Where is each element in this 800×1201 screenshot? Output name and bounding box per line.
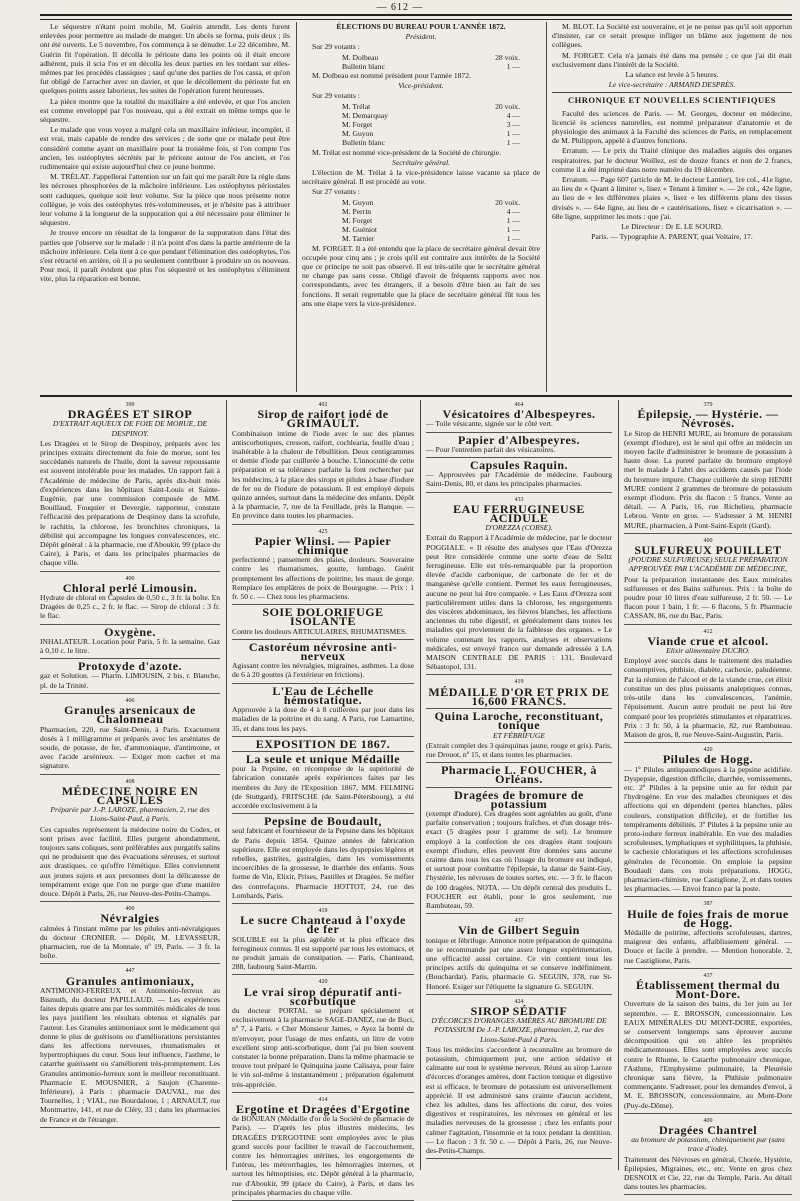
secretary-label: Secrétaire général.: [392, 157, 450, 167]
ads-column-2: [232, 400, 414, 1197]
vote-row: [302, 138, 540, 147]
ad-title: Établissement thermal du Mont-Dore.: [636, 977, 780, 1002]
ad-subtitle: ET FÉBRIFUGE: [493, 730, 545, 740]
ad-number: 433: [514, 496, 524, 503]
paragraph: Faculté des sciences de Paris. — M. Georges, docteur en médecine, licencié ès sciences naturelles, est nommé préparateur d'anatomie et de physiologie des animaux à la Faculté des sciences de Paris, en remplacement de M. Philippon, appelé à d'autres fonctions.: [552, 108, 792, 146]
advertisement: [232, 683, 414, 737]
column-divider: [296, 22, 297, 392]
ad-text: perfectionné ; pansement des plaies, douleurs. Souveraine contre les rhumatismes, goutte, lumbago. Guérit promptement les affections de poitrine, les maux de gorge. Remplace les emplâtres de poix de Bourgogne. — Prix : 1 fr. 50 c. — Chez tous les pharmaciens.: [232, 555, 414, 602]
ad-text: (exempt d'iodure). Ces dragées sont agréables au goût, d'une parfaite conservation ; toujours fraîches, et d'un dosage très-exact (5 dragées pour 1 gramme de sel). Le bromure employé à la confection de ces dragées étant toujours exempt d'iodure, elles peuvent être données sans aucune crainte dans tous les cas où l'usage du bromure est indiqué, et surtout pour combattre l'épilepsie, la danse de Saint-Guy, l'hystérie, les névroses de toutes sortes, etc. — 3 fr. le flacon de 100 dragées. NOTA. — Un dépôt central des produits L. FOUCHER est établi, pour le gros seulement, rue Rambuteau, 59.: [426, 808, 612, 910]
ad-subtitle: Elixir alimentaire DUCRO.: [666, 646, 750, 656]
ad-title: Le vrai sirop dépuratif anti-scorbutique: [243, 984, 403, 1008]
column-divider: [420, 400, 421, 1170]
vote-name: M. Demarquay: [342, 110, 388, 120]
ad-number: 400: [125, 906, 135, 913]
advertisement: [40, 696, 220, 775]
votants-line: Sur 27 votants :: [312, 187, 360, 197]
vote-count: 4 —: [506, 110, 520, 120]
vote-count: 20 voix.: [495, 197, 520, 207]
ad-title: EXPOSITION DE 1867.: [255, 736, 391, 751]
ad-subtitle: Préparée par J.-P. LAROZE, pharmacien, 2, rue des Lions-Saint-Paul, à Paris.: [50, 805, 210, 824]
advertisement: [232, 607, 414, 640]
vote-name: M. Guyon: [342, 197, 374, 207]
vote-row: [302, 129, 540, 138]
ad-title: Granules antimoniaux,: [65, 973, 195, 988]
advertisement: [624, 1116, 792, 1196]
ad-title: L'Eau de Léchelle hémostatique.: [272, 683, 374, 707]
paragraph: M. TRÉLAT. J'appellerai l'attention sur un fait qui me paraît être la règle dans les nécroses phosphorées de la mâchoire inférieure. Les ostéophytes périostales sont caduques, quelque soit leur volume. Sur la pièce que nous présente notre collègue, je vois des ostéophytes très-volumineuses, et je n'hésite pas à attribuer leur volume à la longueur de la suppuration qui a été nécessaire pour éliminer le séquestre.: [40, 172, 290, 228]
ad-title: Papier Wlinsi. — Papier chimique: [254, 533, 392, 558]
ad-text: — 1º Pilules antispasmodiques à la pepsine acidifiée. Dyspepsie, digestion difficile, diarrhée, vomissements, etc. 2º Pilules à la pepsine unie au fer réduit par l'hydrogène. En vue des maladies chroniques et des affections qui en dépendent (pertes blanches, pâles couleurs, constipation difficile), et de fortifier les tempéraments débilités. 3º Pilules à la pepsine unie au proto-iodure ferreux inaltérable. En vue des maladies scrofuleuses, lymphatiques et syphilitiques, la phthisie, le cachexie chloratiques et les affections scrofuleuses générales de l'économie. On emploie la pepsine Boudault dans ces trois préparations. HOGG, pharmacien-chimiste, rue Castiglione, 2, et dans toutes les pharmacies. — Envoi franco par la poste.: [624, 764, 792, 894]
ads-column-1: [40, 400, 220, 1170]
ad-subtitle: D'EXTRAIT AQUEUX DE FOIE DE MORUE, DE DESPINOY.: [52, 419, 208, 438]
advertisement: [426, 495, 612, 676]
advertisement: [232, 736, 414, 752]
advertisement: [426, 765, 612, 787]
vote-count: 28 voix.: [495, 52, 520, 62]
advertisement: [624, 400, 792, 534]
votants-line: Sur 29 votants :: [312, 91, 360, 101]
ad-title: Chloral perlé Limousin.: [62, 580, 198, 595]
ad-title: Névralgies: [100, 911, 160, 926]
advertisement: [40, 400, 220, 572]
vote-name: M. Forget: [342, 216, 373, 226]
page-number: — 612 —: [376, 2, 424, 13]
column-divider: [546, 22, 547, 392]
ad-subtitle: au bromure de potassium, chimiquement pur (sans trace d'iode).: [631, 1135, 785, 1154]
section-divider: [40, 395, 792, 397]
ad-number: 420: [318, 979, 328, 986]
ad-number: 400: [703, 537, 713, 544]
ad-title: SOIE DOLORIFUGE ISOLANTE: [262, 605, 384, 629]
ad-number: 400: [125, 575, 135, 582]
ad-number: 419: [514, 679, 524, 686]
paragraph: Je trouve encore un résultat de la longueur de la suppuration dans l'état des parties que j'observe sur le malade : il n'a point d'os dans la partie antérieure de la mâchoire inférieure. Cela tient à ce que pendant l'élimination des ostéophytes, l'os s'est rétracté en arrière, où il a pu seulement contribuer à produire un os nouveau. Pour moi, il paraît évident que plus l'os séquestré et les ostéophytes s'éliminent vite, plus la réparation est bonne.: [40, 228, 290, 284]
vote-row: [302, 53, 540, 62]
ad-title: Castoréum névrosine anti-nerveux: [248, 639, 398, 664]
ad-text: gaz et Solution. — Pharm. LIMOUSIN, 2 bis, r. Blanche, pl. de la Trinité.: [40, 671, 220, 690]
column-3-chronique: [552, 22, 792, 392]
vote-name: Bulletin blanc: [342, 61, 385, 71]
advertisement: [232, 906, 414, 975]
paragraph: La pièce montre que la totalité du maxillaire a été enlevée, et que l'os ancien est comme enveloppé par l'os nouveau, qui a été extrait en même temps que le séquestre.: [40, 96, 290, 125]
vote-count: 1 —: [506, 225, 520, 235]
advertisement: [40, 574, 220, 625]
vote-row: [302, 207, 540, 216]
ad-text: — Approuvées par l'Académie de médecine. Faubourg Saint-Denis, 80, et dans les principales pharmacies.: [426, 470, 612, 489]
advertisement: [232, 977, 414, 1092]
ad-title: La seule et unique Médaille: [245, 751, 401, 766]
ad-text: Combinaison intime de l'iode avec le suc des plantes antiscorbutiques, cresson, raifort, cochlearia, feuille d'eau ; inaltérable à la chaleur de l'ébullition. Deux centigrammes et demie d'iode par cuillerée à bouche. L'innocuité de cette préparation et sa tolérance parfaite la font rechercher par les médecins, à la place des sirops et pilules à base d'iodure de fer ou de l'iodure de potassium. Il est employé depuis quinze années, surtout dans la médecine des enfants. Dépôt à la pharmacie, 7, rue de la Feuillade, près la Banque. — En province dans toutes les pharmacies.: [232, 428, 414, 521]
ad-text: de BONJEAN (Médaille d'or de la Société de pharmacie de Paris). — D'après les plus illustres médecins, les DRAGÉES D'ERGOTINE sont employées avec le plus grand succès pour faciliter le travail de l'accouchement, contre les hémorragies utérines, les engorgements de l'utérus, les métrorrhagies, les hémorragies internes, et surtout les hémoptisies, etc. Dépôt général à la pharmacie, rue d'Aboukir, 99 (place du Caire), à Paris, et dans les principales pharmacies du chaque ville.: [232, 1114, 414, 1197]
ad-title: Huile de foies frais de morue de Hogg.: [627, 906, 789, 930]
ad-title: Viande crue et alcool.: [647, 633, 769, 648]
vote-count: 4 —: [506, 206, 520, 216]
ad-number: 419: [318, 907, 328, 914]
column-divider: [618, 400, 619, 1170]
votants-line: Sur 29 votants :: [312, 42, 360, 52]
election-result: M. Dolbeau est nommé président pour l'année 1872.: [312, 71, 471, 81]
ad-text: Les Dragées et le Sirop de Despinoy, préparés avec les principes extraits directement du foie de morue, sont les succédanés naturels de l'huile, dont la saveur repoussante est souvent intolérable pour les malades. Un rapport fait à l'Académie de médecine de Paris, après dix-huit mois d'expériences dans les hôpitaux Saint-Louis et Sainte-Eugénie, par une commission composée de MM. Bouillaud, Fouquier et Devergie, rapporteur, constate l'efficacité des préparations de Despinoy dans la scrofule, le rachitis, la chlorose, les bronchites chroniques, la débilité qui accompagne les longues convalescences, etc. Dépôt général : à la pharmacie, rue d'Aboukir, 99 (place du Caire), à Paris, et dans les principales pharmacies de chaque ville.: [40, 438, 220, 568]
advertisement: [40, 624, 220, 660]
ad-number: 412: [703, 628, 713, 635]
ad-number: 437: [514, 918, 524, 925]
advertisement: [426, 787, 612, 915]
advertisement: [624, 971, 792, 1114]
paragraph: Le malade que vous voyez a malgré cela un maxillaire inférieur, incomplet, il est vrai, mais capable de rendre des services ; de sorte que ce malade peut être considéré comme ayant un maxillaire pour la troisième fois, si l'on compte l'os ancien, les ostéophytes sécrétés par le périoste autour de l'os ancien, et l'os rudimentaire qui existe aujourd'hui chez ce jeune homme.: [40, 125, 290, 172]
vote-count: 20 voix.: [495, 101, 520, 111]
advertisement: [426, 432, 612, 458]
ad-title: EAU FERRUGINEUSE ACIDULE: [453, 501, 585, 526]
ad-number: 425: [318, 528, 328, 535]
header-rule: [40, 14, 792, 20]
vote-name: M. Trélat: [342, 101, 371, 111]
ad-title: Protoxyde d'azote.: [77, 659, 183, 674]
ad-text: tonique et fébrifuge. Annonce notre préparation de quinquina ne se recommande par une assez longue expérimentation, une efficacité aussi certaine. Ce vin contient tous les principes actifs du quinquina et se conserve indéfiniment. (Bouchardat). Paris, pharmacie G. SEGUIN, 378, rue St-Honoré. Exiger sur l'étiquette la signature G. SEGUIN.: [426, 935, 612, 991]
advertisement: [624, 745, 792, 897]
advertisement: [426, 460, 612, 493]
ad-title: Pharmacie L. FOUCHER, à Orléans.: [441, 763, 597, 787]
ad-title: Pepsine de Boudault,: [264, 814, 382, 829]
ad-text: Le Sirop de HENRI MURE, au bromure de potassium (exempt d'iodure), est le seul qui offre au médecin un moyen facile d'administrer le bromure de potassium à haute dose. La pureté parfaite du bromure employé met le malade à l'abri des accidents causés par l'iode du bromure impure. Chaque cuillerée de sirop HENRI MURE contient 2 grammes de bromure de potassium exempt d'iodure. Prix du flacon : 5 francs. Vente au détail. — A Paris, 16, rue Richelieu, pharmacie Lebrou. Vente en gros. — S'adresser à M. HENRI MURE, pharmacien, à Pont-Saint-Esprit (Gard).: [624, 428, 792, 530]
ad-title: Épilepsie. — Hystérie. — Névroses.: [637, 407, 779, 431]
ad-text: calmées à l'instant même par les pilules anti-névralgiques du docteur CRONIER. — Dépôt, M. LEVASSEUR, pharmacien, rue de la Monnaie, nº 19, Paris. — 3 fr. la boîte.: [40, 923, 220, 961]
advertisement: [232, 527, 414, 606]
vote-row: [302, 62, 540, 71]
advertisement: [232, 816, 414, 904]
ad-number: 402: [318, 402, 328, 408]
vice-president-label: Vice-président.: [398, 81, 444, 91]
advertisement: [40, 966, 220, 1127]
president-label: Président.: [405, 32, 437, 42]
vote-name: Bulletin blanc: [342, 138, 385, 148]
ad-text: Pour la préparation instantanée des Eaux minérales sulfureuses et des Bains sulfureux. Prix : la boîte de poudre pour 10 litres d'eau sulfureuse, 2 fr. 50. — Le flacon pour 1 bain, 1 fr. — 6 flacons, 5 fr. Pharmacie CASSAN, 86, rue du Bac, Paris.: [624, 574, 792, 621]
ad-text: — Toile vésicante, signée sur le côté vert.: [426, 419, 553, 429]
advertisement: [232, 400, 414, 525]
ad-text: Extrait du Rapport à l'Académie de médecine, par le docteur POGGIALE. « Il résulte des analyses que l'Eau d'Orezza peut être considérée comme une sorte d'eau de Seltz ferrugineuse. Elle est très-remarquable par la proportion élevée d'acide carbonique, de carbonate de fer et de manganèse qu'elle contient. Permet les eaux ferrugineuses, aucune ne peut lui être comparée. « Les Eaux d'Orezza sont particulièrement utiles dans la chlorose, les engorgements des viscères abdominaux, les fièvres blanches, les affections anciennes du tube digestif, et généralement dans toutes les maladies qui proviennent de la faiblesse des organes. » Le volume contenant les rapports, analyses et observations médicales, est envoyé franco sur demande adressée à LA MAISON CENTRALE DE PARIS : 131, Boulevard Sébastopol, 131.: [426, 533, 612, 672]
vote-name: M. Tarnier: [342, 234, 375, 244]
column-2-elections: [302, 22, 540, 392]
advertisement: [40, 661, 220, 694]
paragraph: Le séquestre n'étant point mobile, M. Guérin attendit. Les dents furent enlevées pour permettre au malade de manger. Un abcès se forma, puis deux ; ils ont été ouverts. Le 5 novembre, l'os commença à se dénuder. Le 22 décembre, M. Guérin fit l'opération. Il décolla le périoste dans les points où il était encore adhérent, puis il scia l'os et en décolla les deux parties en les tordant sur elles-mêmes par les procédés classiques ; sauf qu'une des parties de l'os cassa, et qu'on fut obligé de l'arracher avec un davier, et que le décollement du périoste fut en quelques points assez laborieux, les suites de l'opération furent heureuses.: [40, 22, 290, 96]
ad-number: 387: [703, 901, 713, 908]
advertisement: [426, 400, 612, 433]
secretary-signature: Le vice-secrétaire : ARMAND DESPRÈS.: [608, 80, 736, 90]
advertisement: [624, 536, 792, 625]
paragraph: M. FORGET. Cela n'a jamais été dans ma pensée ; ce que j'ai dit était exclusivement dans l'intérêt de la Société.: [552, 50, 792, 69]
advertisement: [232, 1095, 414, 1201]
seance-closed: La séance est levée à 5 heures.: [625, 70, 719, 80]
elections-heading: ÉLECTIONS DU BUREAU POUR L'ANNÉE 1872.: [336, 22, 506, 31]
ad-text: — Pour l'entretien parfait des vésicatoires.: [426, 444, 556, 454]
ad-number: 400: [703, 1117, 713, 1124]
advertisement: [426, 997, 612, 1159]
chronique-title: CHRONIQUE ET NOUVELLES SCIENTIFIQUES: [568, 95, 776, 106]
ad-text: ANTIMONIO-FERREUX et Antimonio-ferreux au Bismuth, du docteur PAPILLAUD. — Les expériences faites depuis quatre ans par les sommités médicales de tous les pays justifient les résultats obtenus et signalés par l'auteur. Les Granules antimoniaux sont le médicament qui donne le plus de guérisons ou d'améliorations persistantes dans les affections nerveuses, rhumatismales et hypertrophiques du cœur. Sous leur influence, l'asthme, le catarrhe guérissent ou s'améliorent très-promptement. Les Granules antimonio-ferreux sont le meilleur reconstituant. Pharmacie E. MOUSNIER, à Saujon (Charente-Inférieure), à Paris : pharmacie DAUVAL, rue des Tournelles, 1 ; VIAL, rue Bourdaloue, 1 ; ARNAULT, rue Montmartre, 141, et rue de Cléry, 33 ; dans les pharmacies de France et de l'étranger.: [40, 985, 220, 1124]
vote-row: [302, 216, 540, 225]
advertisement: [232, 751, 414, 814]
ad-title: MÉDAILLE D'OR ET PRIX DE 16,600 FRANCS.: [428, 684, 610, 708]
vote-row: [302, 225, 540, 234]
advertisement: [624, 627, 792, 743]
ads-column-4: [624, 400, 792, 1192]
ad-text: (Extrait complet des 3 quinquinas jaune, rouge et gris). Paris, rue Drouot, nº 15, et dans toutes les pharmacies.: [426, 740, 613, 759]
ad-text: Employé avec succès dans le traitement des maladies consomptives, phthisie, diabète, cachexie, paludéenne. Par la réunion de l'alcool et de la viande crue, cet élixir constitue un des plus puissants analeptiques connus, très-utile dans les convalescences, l'anémie, l'épuisement. Aucun autre produit ne peut lui être comparé pour les propriétés stimulantes et réparatrices. Prix : 3 fr. 50, à la pharmacie, 82, rue Rambuteau. Maison de gros, 8, rue Neuve-Saint-Augustin, Paris.: [624, 656, 792, 739]
vote-row: [302, 102, 540, 111]
vote-count: 1 —: [506, 216, 520, 226]
vote-name: M. Forget: [342, 120, 373, 130]
vote-count: 1 —: [506, 61, 520, 71]
ad-title: Granules arsenicaux de Chalonneau: [64, 703, 196, 727]
advertisement: [232, 639, 414, 684]
ad-number: 406: [125, 697, 135, 704]
advertisement: [426, 711, 612, 763]
ad-title: Ergotine et Dragées d'Ergotine: [236, 1102, 410, 1117]
ad-text: Ouverture de la saison des bains, du 1er juin au 1er septembre. — E. BROSSON, concessionnaire. Les EAUX MINÉRALES DU MONT-DORE, exportées, se conservent longtemps sans éprouver aucune décomposition qui en altère les propriétés médicamenteuses. Elles sont employées avec succès contre le Rhume, le Catarrhe pulmonaire chronique, l'Asthme, l'Emphysème pulmonaire, la Pleurésie chronique sans fièvre, la Phthisie pulmonaire commençante. S'adresser, pour les demandes d'envoi, à M. E. BROSSON, concessionnaire, au Mont-Dore (Puy-de-Dôme).: [624, 999, 792, 1110]
ad-title: Sirop de raifort iodé de GRIMAULT.: [257, 407, 389, 431]
ad-title: Le sucre Chanteaud à l'oxyde de fer: [240, 913, 406, 937]
ad-title: SIROP SÉDATIF: [470, 1003, 568, 1018]
column-1-text: [40, 22, 290, 392]
vote-name: M. Perrin: [342, 206, 372, 216]
ad-title: Papier d'Albespeyres.: [457, 432, 581, 447]
advertisement: [40, 904, 220, 964]
ad-title: SULFUREUX POUILLET: [634, 543, 782, 558]
ad-text: Ces capsules représentent la médecine noire du Codex, et sont prises avec facilité. Elles purgent abondamment, toujours sans coliques, sont préférables aux purgatifs salins qui ne produisent que des évacuations séreuses, et surtout aux drastiques, ce qu'offre l'émétique. Elles conviennent aux jeunes sujets et aux personnes dont la délicatesse de tempérament exige que l'on ne purge que d'une manière douce. Dépôt à Paris, 26, rue Neuve-des-Petits-Champs.: [40, 824, 220, 898]
vote-count: 1 —: [506, 138, 520, 148]
ad-number: 447: [125, 968, 135, 975]
ad-title: Dragées de bromure de potassium: [454, 787, 584, 811]
ad-text: Approuvée à la dose de 4 à 8 cuillerées par jour dans les maladies de la poitrine et du sang. A Paris, rue Lamartine, 35, et dans tous les pays.: [232, 705, 414, 733]
ad-title: Oxygène.: [104, 624, 156, 639]
ad-number: 464: [514, 402, 524, 408]
ad-text: INHALATEUR. Location pour Paris, 5 fr. la semaine. Gaz à 0,10 c. le litre.: [40, 636, 220, 656]
ad-number: 379: [703, 402, 713, 408]
paragraph: Erratum. — Page 607 (article de M. le docteur Lantier), 1re col., 41e ligne, au lieu de « Quant à limiter », lisez « Tenant à limiter ». — 2e col., 42e ligne, au lieu de « les différentes plaies », lisez « les différents plans des tissus divisés ». — 64e ligne, au lieu de « cautérisations, lisez « cicatrisation ». — 68e ligne, supprimer les mots : que j'ai.: [552, 175, 792, 221]
vote-row: [302, 120, 540, 129]
ad-title: Dragées Chantrel: [658, 1123, 758, 1138]
director-line: Le Directeur : Dr E. LE SOURD.: [621, 222, 723, 232]
vote-name: M. Dolbeau: [342, 52, 379, 62]
ad-subtitle: D'OREZZA (CORSE).: [485, 523, 553, 533]
vote-row: [302, 198, 540, 207]
vote-row: [302, 111, 540, 120]
ad-text: Médaille de poitrine, affections scrofuleuses, dartres, maigreur des enfants, affaiblissement général. — Douce et facile à prendre. — Mention honorable. 2, rue Castiglione, Paris.: [624, 927, 792, 965]
vote-count: 1 —: [506, 129, 520, 139]
election-result: M. Trélat est nommé vice-président de la Société de chirurgie.: [312, 147, 502, 157]
ad-subtitle: (POUDRE SULFUREUSE) SEULE PRÉPARATION APPROUVÉE PAR L'ACADÉMIE DE MÉDECINE,: [628, 555, 788, 574]
ad-text: SOLUBLE est la plus agréable et la plus efficace des ferrugineux connus. Il est supporté par tous les estomacs, et ne produit jamais de constipation. — Paris, Chanteaud, 288, faubourg Saint-Martin.: [232, 934, 414, 972]
vote-count: 3 —: [506, 120, 520, 130]
vote-row: [302, 234, 540, 243]
column-divider: [226, 400, 227, 1170]
ad-text: Contre les douleurs ARTICULAIRES, RHUMATISMES.: [232, 626, 408, 636]
ad-title: Vésicatoires d'Albespeyres.: [442, 407, 596, 422]
ad-title: Capsules Raquin.: [469, 458, 569, 473]
ad-title: DRAGÉES ET SIROP: [67, 407, 193, 422]
vote-count: 1 —: [506, 234, 520, 244]
ad-text: du docteur PORTAL se prépare spécialement et exclusivement à la pharmacie SAGE-DANEZ, rue de Buci, nº 7, à Paris. « Cher Monsieur James, » Ayez la bonté de m'envoyer, pour l'usage de mes enfants, un litre de votre excellent sirop anti-scorbutique, dont j'ai pu bien souvent constater la bonne préparation. Dans la même pharmacie se trouve tout préparé le Quinquina jaune Calisaya, pour faire le vin sol-même à instantanément ; préparation également très-appréciée.: [232, 1005, 414, 1089]
ad-text: seul fabricant et fournisseur de la Pepsine dans les hôpitaux de Paris depuis 1854. Quinze années de fabrication supérieure. Elle est employée dans les dyspepsies légères et rebelles, gastrites, gastralgies, dans les vomissements incoercibles de la grossesse, le diarrhée des enfants. Sous forme de Vin, Elixir, Prises, Pastilles et Dragées. Se méfier des contrefaçons. Pharmacie HOTTOT, 24, rue des Lombards, Paris.: [232, 826, 414, 900]
advertisement: [40, 777, 220, 903]
advertisement: [426, 677, 612, 709]
paragraph: M. FORGET. Il a été entendu que la place de secrétaire général devait être occupée pour cinq ans ; je crois qu'il est contraire aux intérêts de la Société que ce principe ne soit pas observé. Il est très-utile que le secrétaire général ne change pas sans cesse. Obligé d'avoir de fréquents rapports avec nos correspondants, avec les étrangers, il a besoin d'être bien au fait de ses fonctions. Il serait regrettable que la place de secrétaire général fût tous les ans une étape vers la vice-présidence.: [302, 243, 540, 308]
ad-title: Quina Laroche, reconstituant, tonique: [434, 709, 604, 733]
ad-number: 408: [125, 778, 135, 785]
ad-text: Pharmacien, 220, rue Saint-Denis, à Paris. Exactement dosés à 1 milligramme et préparés avec les arséniates de soude, de potasse, de fer, d'ammoniaque, d'antimoine, et avec l'acide arsénieux. — Exiger mon cachet et ma signature.: [40, 724, 220, 771]
ad-text: pour la Pepsine, en récompense de la supériorité de fabrication constatée après expériences faites par les membres du Jury de l'Exposition 1867, MM. FELMING (de Stuttgard), FRITSCHE (de Saint-Pétersbourg), a été accordée exclusivement à la: [232, 764, 414, 810]
printer-line: Paris. — Typographie A. PARENT, quai Voltaire, 17.: [591, 232, 753, 242]
ad-number: 414: [318, 1096, 328, 1103]
ad-number: 420: [703, 747, 713, 754]
ad-text: Agissant contre les névralgies, migraines, asthmes. La dose de 6 à 20 gouttes (à l'extérieur en frictions).: [232, 661, 414, 680]
ad-text: Tous les médecins s'accordent à reconnaître au bromure de potassium, chimiquement pur, une action sédative et calmante sur tout le système nerveux. Réuni au sirop Laroze d'écorces d'oranges amères, dont l'action tonique et digestive est si efficace, le bromure de potassium est universellement apprécié. Il est administré sans crainte d'aucun accident, chez les adultes, dans les affections du cœur, des voies digestives et respiratoires, les névroses en général et les maladies nerveuses de la grossesse ; chez les enfants pour calmer l'agitation, l'insomnie et la toux pendant la dentition. — Le flacon : 3 fr. 50 c. — Dépôt à Paris, 26, rue Neuve-des-Petits-Champs.: [426, 1044, 612, 1156]
ad-title: MÉDECINE NOIRE EN CAPSULES: [61, 783, 199, 807]
divider: [552, 92, 792, 93]
ad-number: 437: [703, 972, 713, 979]
ad-subtitle: D'ÉCORCES D'ORANGES AMÈRES AU BROMURE DE POTASSIUM De J.-P. LAROZE, pharmacien, 2, rue des Lions-Saint-Paul à Paris.: [431, 1016, 607, 1044]
advertisement: [426, 916, 612, 995]
paragraph: L'élection de M. Trélat à la vice-présidence laisse vacante sa place de secrétaire général. Il est procédé au vote.: [302, 168, 540, 187]
paragraph: Erratum. — Le prix du Traité clinique des maladies aiguës des organes respiratoires, par le docteur Woillez, est de douze francs et non de 2 francs, comme il a été imprimé dans notre numéro du 19 décembre.: [552, 146, 792, 174]
ad-number: 424: [514, 998, 524, 1005]
ad-text: Traitement des Névroses en général, Chorée, Hystérie, Épilepsies, Migraines, etc., etc. Vente en gros chez DESNOIX et Cie, 22, rue du Temple, Paris. Au détail dans toutes les pharmacies.: [624, 1154, 792, 1192]
ad-title: Pilules de Hogg.: [662, 752, 754, 767]
vote-name: M. Guéniot: [342, 225, 378, 235]
advertisement: [624, 899, 792, 968]
paragraph: M. BLOT. La Société est souveraine, et je ne pense pas qu'il soit opportun d'insister, car ce serait presque infliger un blâme aux jugement de nos collègues.: [552, 22, 792, 50]
ads-column-3: [426, 400, 612, 1170]
vote-name: M. Guyon: [342, 129, 374, 139]
ad-title: Vin de Gilbert Seguin: [458, 923, 580, 938]
ad-text: Hydrate de chloral en Capsules de 0,50 c., 3 fr. la boîte. En Dragées de 0,25 c., 2 fr. le flac. — Sirop de chloral : 3 fr. le flac.: [40, 593, 220, 621]
ad-number: 399: [125, 402, 135, 408]
